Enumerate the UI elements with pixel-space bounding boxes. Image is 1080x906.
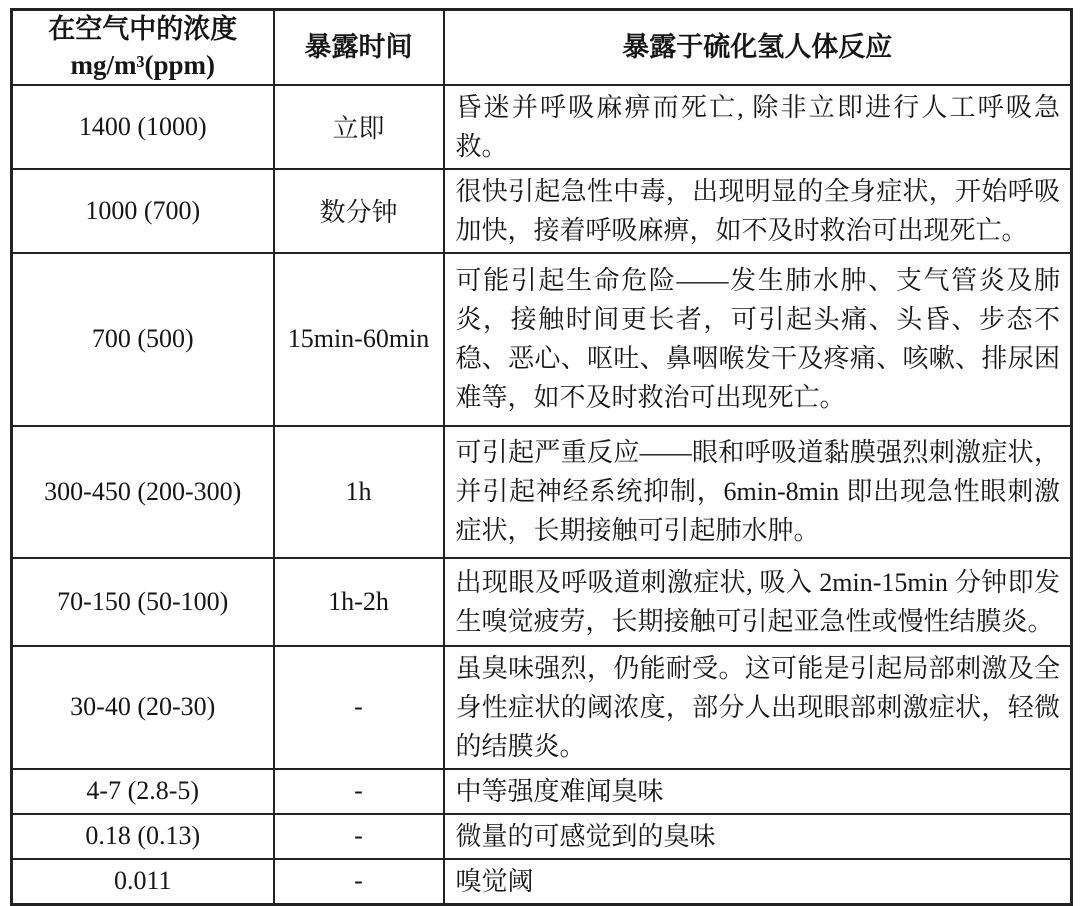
concentration-cell: 70-150 (50-100) [12, 558, 274, 646]
table-row [12, 769, 1072, 814]
reaction-cell: 很快引起急性中毒，出现明显的全身症状，开始呼吸加快，接着呼吸麻痹，如不及时救治可出现死亡。 [444, 169, 1072, 253]
reaction-cell: 可引起严重反应——眼和呼吸道黏膜强烈刺激症状，并引起神经系统抑制，6min-8min 即出现急性眼刺激症状，长期接触可引起肺水肿。 [444, 426, 1072, 558]
table-body [12, 85, 1072, 905]
concentration-cell: 1000 (700) [12, 169, 274, 253]
h2s-exposure-table [10, 8, 1073, 906]
reaction-cell: 微量的可感觉到的臭味 [444, 814, 1072, 859]
concentration-cell: 700 (500) [12, 253, 274, 426]
header-concentration-line1: 在空气中的浓度 [48, 14, 238, 45]
exposure-time-cell: 1h [274, 426, 444, 558]
header-row [12, 10, 1072, 85]
concentration-cell: 4-7 (2.8-5) [12, 769, 274, 814]
exposure-time-cell: - [274, 646, 444, 769]
header-cell-reaction: 暴露于硫化氢人体反应 [444, 10, 1072, 85]
header-concentration-unit: mg/m³(ppm) [70, 50, 216, 81]
table-row [12, 646, 1072, 769]
table-row [12, 859, 1072, 905]
exposure-time-cell: 15min-60min [274, 253, 444, 426]
concentration-cell: 1400 (1000) [12, 85, 274, 169]
concentration-cell: 300-450 (200-300) [12, 426, 274, 558]
table-row [12, 169, 1072, 253]
reaction-cell: 可能引起生命危险——发生肺水肿、支气管炎及肺炎，接触时间更长者，可引起头痛、头昏、步态不稳、恶心、呕吐、鼻咽喉发干及疼痛、咳嗽、排尿困难等，如不及时救治可出现死亡。 [444, 253, 1072, 426]
table-row [12, 426, 1072, 558]
reaction-cell: 嗅觉阈 [444, 859, 1072, 905]
header-cell-exposure-time: 暴露时间 [274, 10, 444, 85]
exposure-time-cell: 1h-2h [274, 558, 444, 646]
concentration-cell: 0.18 (0.13) [12, 814, 274, 859]
reaction-cell: 中等强度难闻臭味 [444, 769, 1072, 814]
table-row [12, 814, 1072, 859]
concentration-cell: 30-40 (20-30) [12, 646, 274, 769]
table-row [12, 558, 1072, 646]
exposure-time-cell: 立即 [274, 85, 444, 169]
table-row [12, 85, 1072, 169]
header-cell-concentration [12, 10, 274, 85]
exposure-time-cell: 数分钟 [274, 169, 444, 253]
reaction-cell: 出现眼及呼吸道刺激症状, 吸入 2min-15min 分钟即发生嗅觉疲劳，长期接触可引起亚急性或慢性结膜炎。 [444, 558, 1072, 646]
exposure-time-cell: - [274, 769, 444, 814]
reaction-cell: 虽臭味强烈，仍能耐受。这可能是引起局部刺激及全身性症状的阈浓度，部分人出现眼部刺激症状，轻微的结膜炎。 [444, 646, 1072, 769]
exposure-time-cell: - [274, 859, 444, 905]
table-row [12, 253, 1072, 426]
concentration-cell: 0.011 [12, 859, 274, 905]
exposure-time-cell: - [274, 814, 444, 859]
reaction-cell: 昏迷并呼吸麻痹而死亡, 除非立即进行人工呼吸急救。 [444, 85, 1072, 169]
